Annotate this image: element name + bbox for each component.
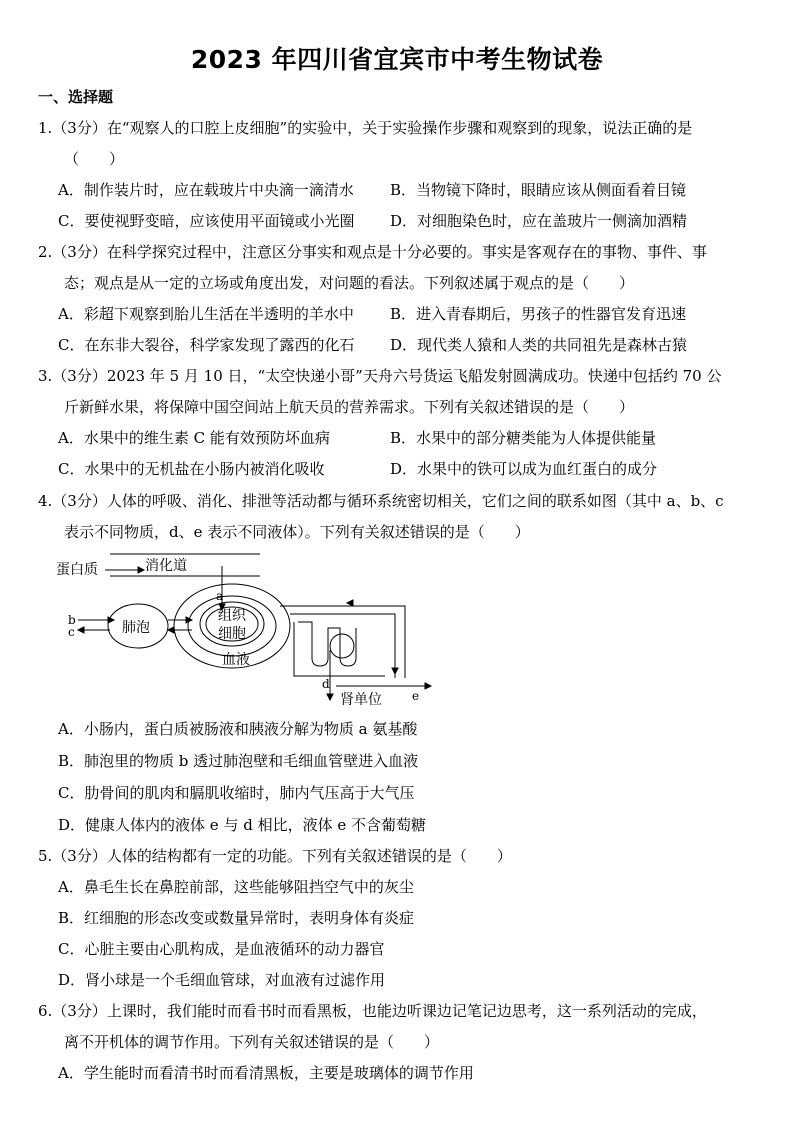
page-title: 2023 年四川省宜宾市中考生物试卷 xyxy=(190,45,604,74)
question-5-option-b: B．红细胞的形态改变或数量异常时，表明身体有炎症 xyxy=(58,909,415,927)
label-b: b xyxy=(68,613,76,627)
question-5-option-d: D．肾小球是一个毛细血管球，对血液有过滤作用 xyxy=(58,971,386,989)
question-4-stem-line-2: 表示不同物质，d、e 表示不同液体）。下列有关叙述错误的是（ ） xyxy=(64,523,530,541)
question-1-option-b: B．当物镜下降时，眼睛应该从侧面看着目镜 xyxy=(390,181,687,199)
question-4-option-d: D．健康人体内的液体 e 与 d 相比，液体 e 不含葡萄糖 xyxy=(58,816,426,834)
question-2-option-c: C．在东非大裂谷，科学家发现了露西的化石 xyxy=(58,336,355,354)
question-2-stem-line-1: 2.（3分）在科学探究过程中，注意区分事实和观点是十分必要的。事实是客观存在的事物、事件、事 xyxy=(38,243,707,261)
nephron-right-arrowhead xyxy=(392,668,398,674)
label-d: d xyxy=(322,677,330,691)
question-5-option-c: C．心脏主要由心肌构成，是血液循环的动力器官 xyxy=(58,940,385,958)
glomerulus-shape xyxy=(330,634,354,658)
question-1-option-a: A．制作装片时，应在载玻片中央滴一滴清水 xyxy=(58,181,354,199)
nephron-outer-loop xyxy=(280,606,405,678)
question-1-stem-line-2: （ ） xyxy=(64,150,125,168)
nephron-top-arrowhead xyxy=(347,600,353,606)
question-5-option-a: A．鼻毛生长在鼻腔前部，这些能够阻挡空气中的灰尘 xyxy=(58,878,414,896)
label-alveolus: 肺泡 xyxy=(122,620,150,636)
question-3-stem-line-1: 3.（3分）2023 年 5 月 10 日，“太空快递小哥”天舟六号货运飞船发射圆满成功。快递中包括约 70 公 xyxy=(38,367,722,385)
label-tissue-cells-1: 组织 xyxy=(218,608,246,624)
question-3-option-c: C．水果中的无机盐在小肠内被消化吸收 xyxy=(58,460,325,478)
arrow-b-head xyxy=(108,617,114,623)
nephron-middle-loop xyxy=(290,614,395,678)
label-blood: 血液 xyxy=(222,652,250,668)
question-6-option-a: A．学生能时而看清书时而看清黑板，主要是玻璃体的调节作用 xyxy=(58,1064,474,1082)
question-4-option-b: B．肺泡里的物质 b 透过肺泡壁和毛细血管壁进入血液 xyxy=(58,752,419,770)
question-3-stem-line-2: 斤新鲜水果，将保障中国空间站上航天员的营养需求。下列有关叙述错误的是（ ） xyxy=(64,398,635,416)
section-heading: 一、选择题 xyxy=(38,88,114,106)
label-protein: 蛋白质 xyxy=(56,562,98,578)
question-3-option-a: A．水果中的维生素 C 能有效预防坏血病 xyxy=(58,429,330,447)
question-4-stem-line-1: 4.（3分）人体的呼吸、消化、排泄等活动都与循环系统密切相关，它们之间的联系如图（其中 a、b、c xyxy=(38,492,724,510)
label-digestive-tract: 消化道 xyxy=(145,558,187,574)
label-c: c xyxy=(68,625,75,639)
label-e: e xyxy=(412,689,420,703)
arrow-d-head xyxy=(327,694,333,700)
question-3-option-b: B．水果中的部分糖类能为人体提供能量 xyxy=(390,429,657,447)
question-2-stem-line-2: 态；观点是从一定的立场或角度出发，对问题的看法。下列叙述属于观点的是（ ） xyxy=(64,274,635,292)
label-tissue-cells-2: 细胞 xyxy=(218,626,246,642)
question-2-option-b: B．进入青春期后，男孩子的性器官发育迅速 xyxy=(390,305,687,323)
circulation-diagram xyxy=(50,548,440,708)
question-1-stem-line-1: 1.（3分）在“观察人的口腔上皮细胞”的实验中，关于实验操作步骤和观察到的现象，说法正确的是 xyxy=(38,119,693,137)
question-4-option-a: A．小肠内，蛋白质被肠液和胰液分解为物质 a 氨基酸 xyxy=(58,720,418,738)
question-5-stem-line-1: 5.（3分）人体的结构都有一定的功能。下列有关叙述错误的是（ ） xyxy=(38,847,512,865)
label-nephron: 肾单位 xyxy=(340,692,382,708)
question-2-option-a: A．彩超下观察到胎儿生活在半透明的羊水中 xyxy=(58,305,354,323)
question-6-stem-line-1: 6.（3分）上课时，我们能时而看书时而看黑板，也能边听课边记笔记边思考，这一系列活动的完成， xyxy=(38,1002,707,1020)
label-a: a xyxy=(216,589,224,603)
question-1-option-d: D．对细胞染色时，应在盖玻片一侧滴加酒精 xyxy=(390,212,688,230)
protein-arrowhead xyxy=(138,567,144,573)
question-1-option-c: C．要使视野变暗，应该使用平面镜或小光圈 xyxy=(58,212,355,230)
question-3-option-d: D．水果中的铁可以成为血红蛋白的成分 xyxy=(390,460,658,478)
question-4-option-c: C．肋骨间的肌肉和膈肌收缩时，肺内气压高于大气压 xyxy=(58,784,415,802)
alveolus-blood-arrowhead-2 xyxy=(168,627,174,633)
nephron-tubule xyxy=(298,622,356,666)
question-6-stem-line-2: 离不开机体的调节作用。下列有关叙述错误的是（ ） xyxy=(64,1033,440,1051)
question-2-option-d: D．现代类人猿和人类的共同祖先是森林古猿 xyxy=(390,336,688,354)
arrow-c-head xyxy=(78,627,84,633)
arrow-e-head xyxy=(425,683,431,689)
